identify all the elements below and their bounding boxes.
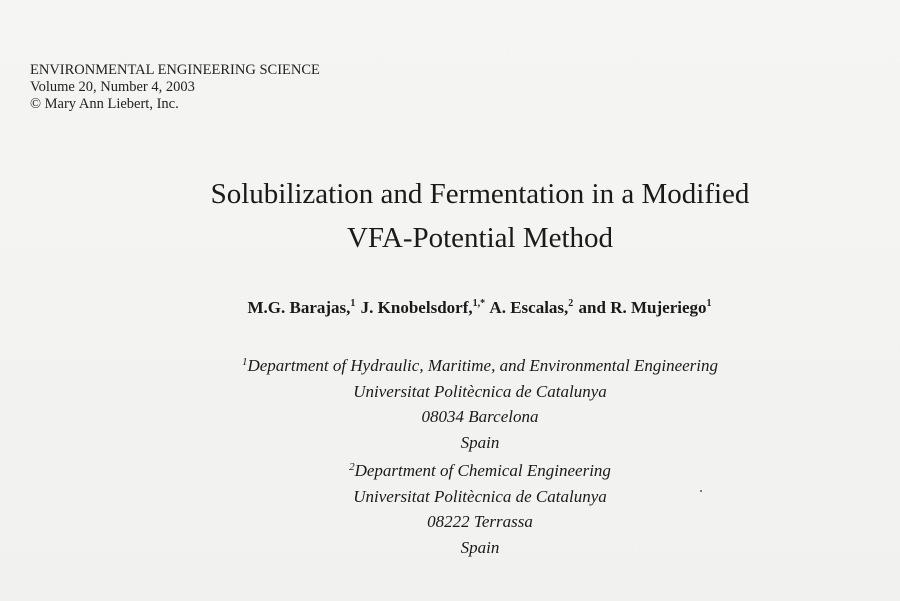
author-affiliation-marker: 1: [350, 298, 356, 309]
affiliation-city: 08222 Terrassa: [427, 512, 533, 531]
author: [579, 298, 713, 317]
author-affiliation-marker: 1: [706, 298, 712, 309]
affiliations: [40, 350, 900, 560]
affiliation-marker: 1: [241, 356, 248, 368]
author-name: M.G. Barajas,: [247, 298, 351, 317]
author: [361, 298, 486, 317]
paper-title: [60, 172, 900, 260]
affiliation-university: Universitat Politècnica de Catalunya: [353, 381, 607, 401]
author: [489, 298, 574, 317]
author-list: [60, 298, 900, 318]
affiliation-marker: 2: [349, 461, 355, 473]
affiliation-country: Spain: [460, 537, 500, 557]
affiliation-department: $^1$Department of Hydraulic, Maritime, and Environmental Engineering: [241, 356, 719, 375]
affiliation-city: 08034 Barcelona: [421, 407, 539, 426]
author-affiliation-marker: 1,*: [472, 298, 486, 309]
journal-name: ENVIRONMENTAL ENGINEERING SCIENCE: [30, 62, 320, 78]
journal-volume: Volume 20, Number 4, 2003: [30, 79, 195, 95]
journal-header: [30, 62, 320, 113]
author-name: J. Knobelsdorf,: [360, 298, 473, 317]
scan-speck: [700, 490, 702, 492]
author: [247, 298, 356, 317]
author-name: A. Escalas,: [489, 298, 569, 317]
title-line-1: Solubilization and Fermentation in a Modified: [210, 178, 750, 210]
author-name: and R. Mujeriego: [578, 298, 707, 317]
affiliation-department: $^2$Department of Chemical Engineering: [349, 461, 611, 480]
affiliation-country: Spain: [460, 432, 500, 452]
affiliation-university: Universitat Politècnica de Catalunya: [353, 486, 607, 506]
journal-copyright: © Mary Ann Liebert, Inc.: [30, 96, 179, 112]
author-affiliation-marker: 2: [568, 298, 574, 309]
title-line-2: VFA-Potential Method: [346, 222, 614, 254]
